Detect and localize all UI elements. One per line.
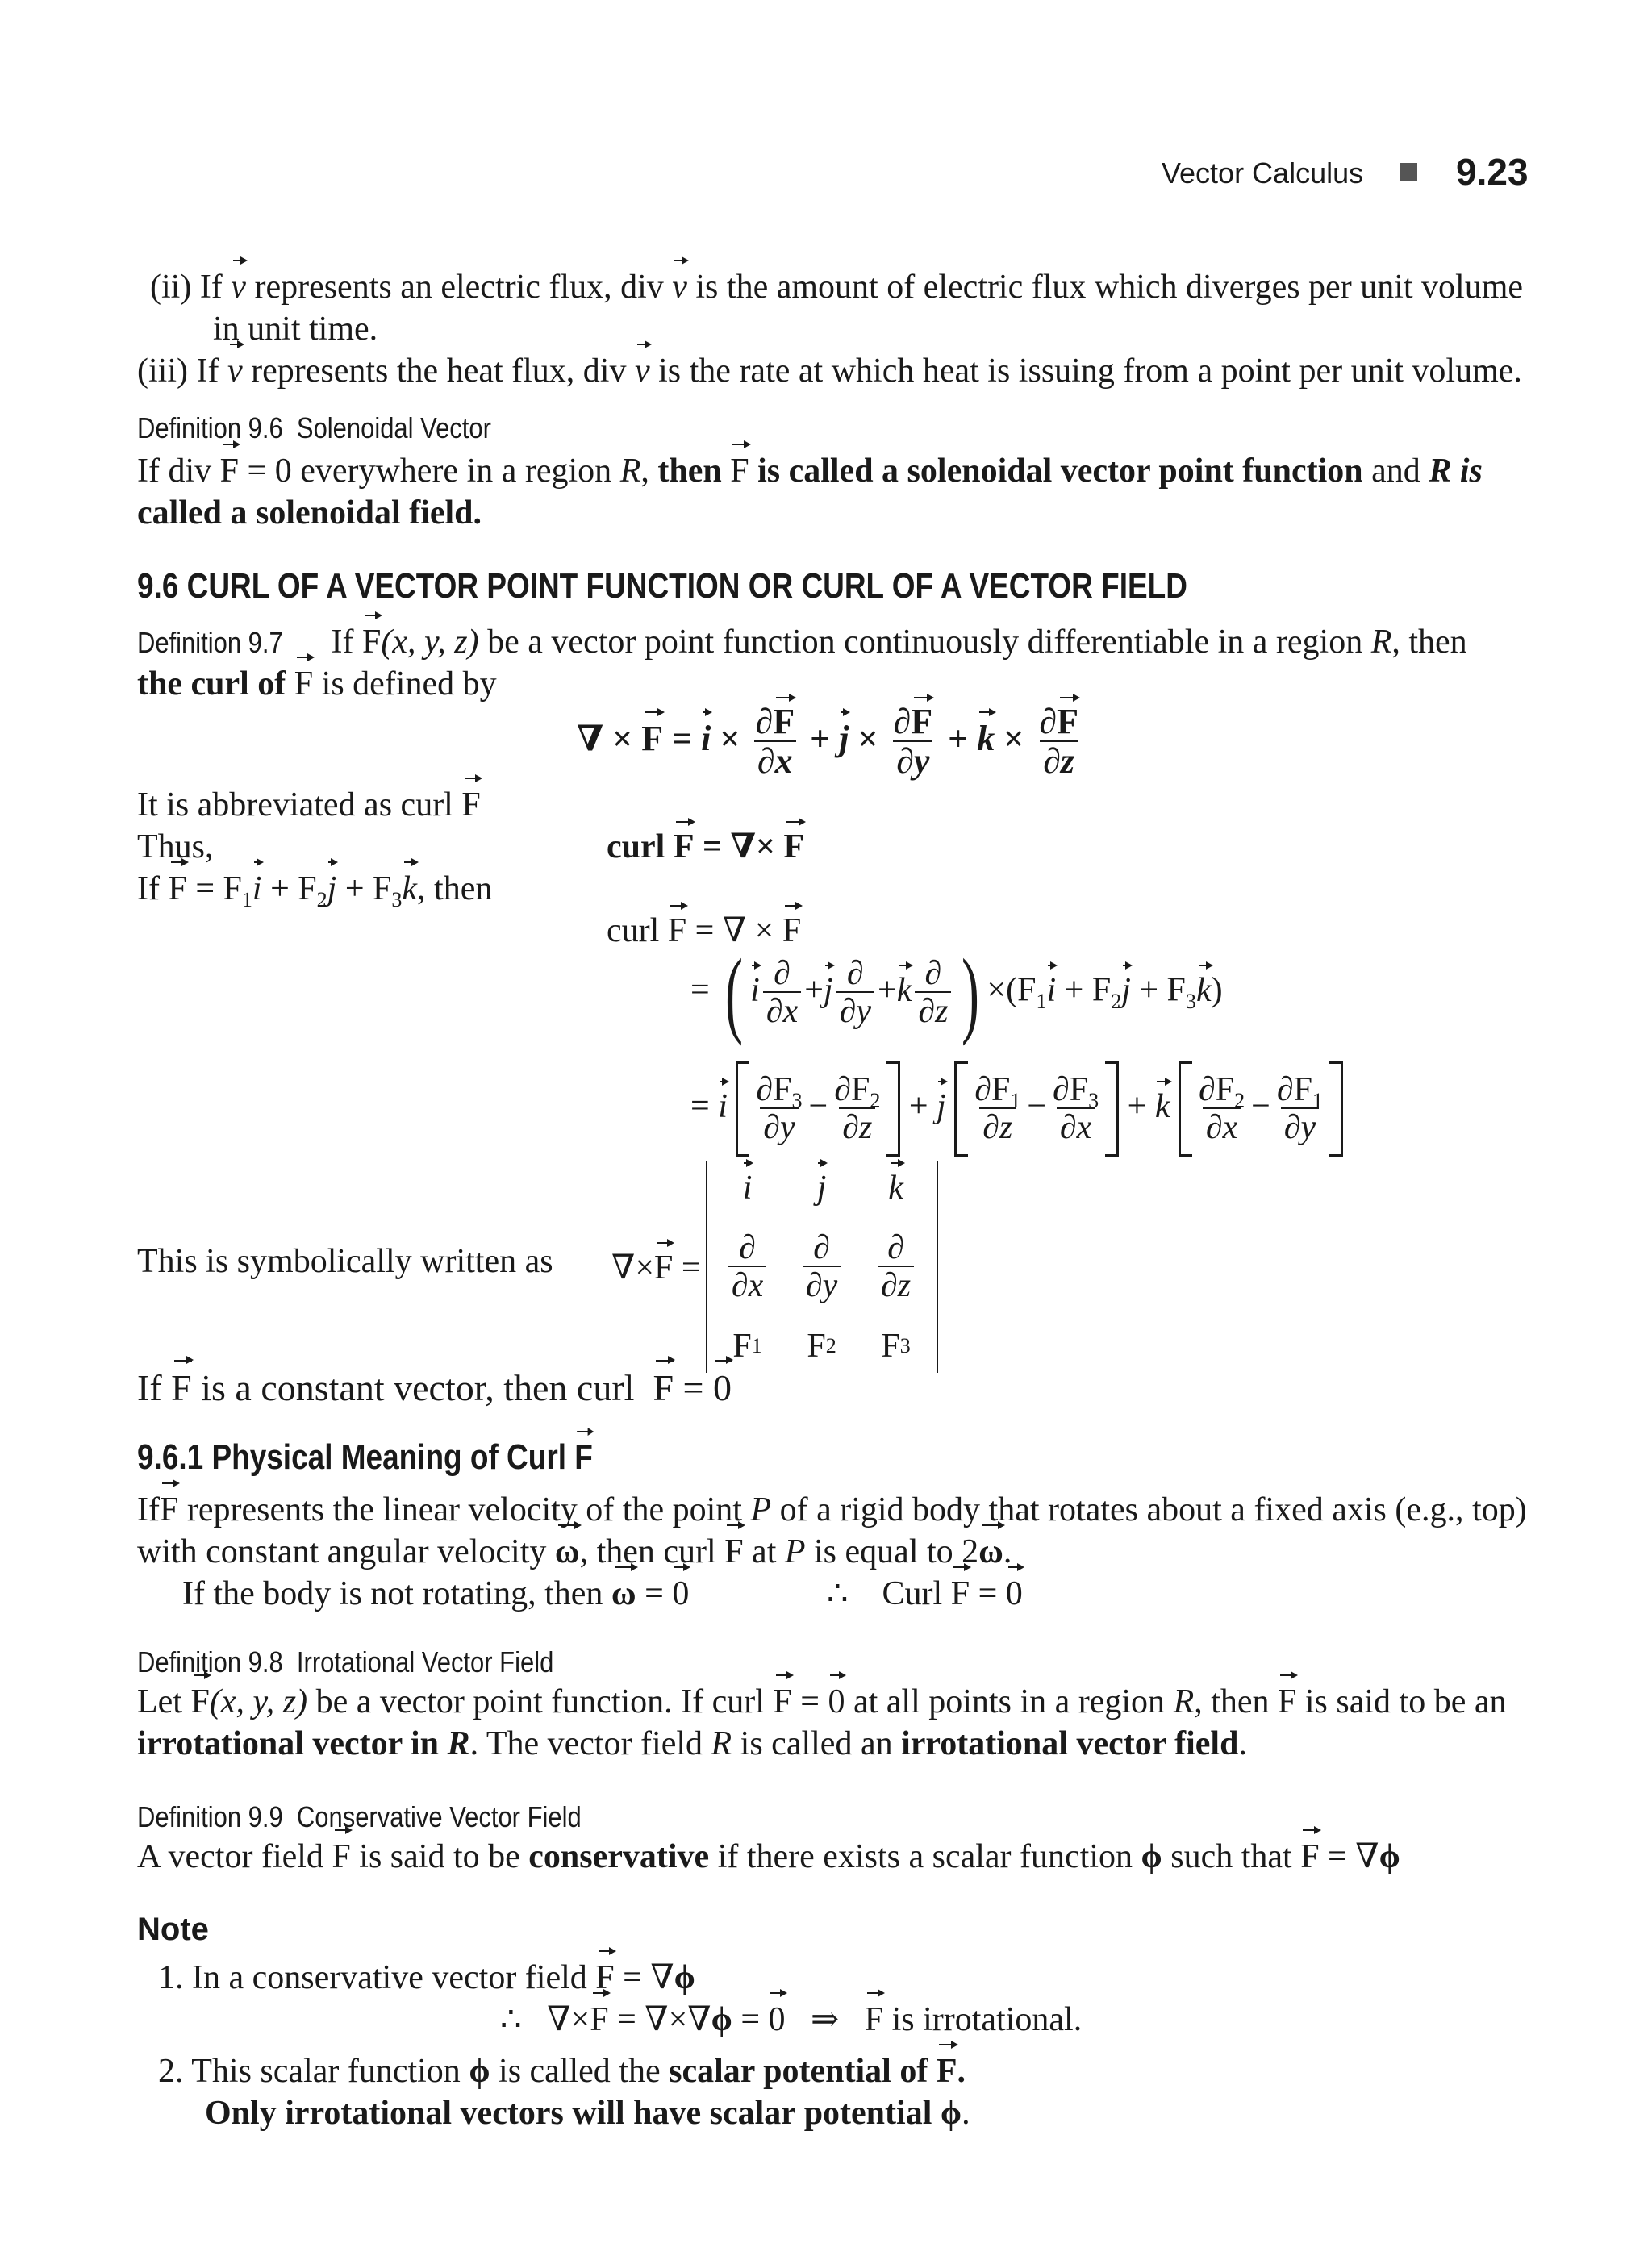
text: then curl	[596, 1533, 716, 1570]
definition-9-9-text: A vector field F is said to be conservative if there exists a scalar function ϕ such that F = ∇ϕ	[137, 1836, 1400, 1878]
text: at all points in a region	[853, 1683, 1166, 1720]
text: The vector field	[486, 1725, 703, 1762]
text: irrotational vector in	[137, 1725, 440, 1762]
item-text: If	[196, 352, 219, 390]
item-number: (iii)	[137, 352, 188, 390]
vector-F: F	[730, 450, 749, 492]
definition-title: Irrotational Vector Field	[296, 1645, 554, 1678]
vector-v: v	[227, 350, 243, 392]
text: = 0 everywhere in a region	[247, 452, 612, 490]
text: is said to be	[359, 1838, 520, 1875]
vector-v: v	[231, 266, 246, 308]
item-text: represents the heat flux, div	[251, 352, 627, 390]
text: Curl	[882, 1575, 943, 1612]
definition-9-8-text: Let F(x, y, z) be a vector point function. If curl F = 0 at all points in a region R, then F is said to be an	[137, 1681, 1507, 1723]
vector-F: F	[461, 784, 480, 826]
item-text: represents an electric flux, div	[254, 269, 664, 306]
running-header	[1162, 150, 1541, 198]
vector-F: F	[362, 621, 381, 663]
item-text: is the amount of electric flux which diverges per unit volume	[695, 269, 1524, 306]
vector-F: F	[220, 450, 239, 492]
text: is equal to 2	[814, 1533, 979, 1570]
square-bullet-icon	[1400, 163, 1417, 181]
item-text: is the rate at which heat is issuing from a point per unit volume.	[658, 352, 1522, 390]
definition-9-6-text: If div F = 0 everywhere in a region R, then F is called a solenoidal vector point function and R is	[137, 450, 1549, 492]
definition-number: Definition 9.6	[137, 411, 283, 444]
derivation-line-3: = i $\frac{\partial F_3}{\partial y}$ − $\frac{\partial F_2}{\partial z}$ + j $\frac{\partial F_1}{\partial z}$ − $\frac{\partial F_3}{\partial x}$ + k $\frac{\partial F_2}{\partial x}$ − $\frac{\partial F_1}{\partial y}$	[690, 1061, 1343, 1157]
text: Only irrotational vectors will have scalar potential	[205, 2095, 932, 2132]
definition-9-7-text: Definition 9.7 If F(x, y, z) be a vector point function continuously differentiable in a region R, then	[137, 621, 1557, 664]
determinant: i j k $\frac{\partial}{\partial x}$ $\frac{\partial}{\partial y}$ $\frac{\partial}{\partial z}$ F 1 F 2 F 3	[706, 1161, 938, 1373]
region-R: R	[620, 452, 641, 490]
text: A vector field	[137, 1838, 323, 1875]
symbolic-text: This is symbolically written as	[137, 1243, 553, 1280]
text: In a conservative vector field	[192, 1959, 587, 1996]
definition-9-9-label	[137, 1800, 653, 1834]
definition-9-7-text-cont	[137, 663, 497, 705]
list-item-iii	[137, 350, 1549, 392]
text: If the body is not rotating, then	[182, 1575, 603, 1612]
constant-vector-text: If F is a constant vector, then curl F = 0	[137, 1367, 732, 1408]
text: If	[137, 1367, 162, 1408]
item-number: 2.	[158, 2053, 184, 2090]
heading-text: 9.6.1 Physical Meaning of Curl	[137, 1437, 566, 1477]
text: then	[1408, 623, 1467, 661]
text: at	[752, 1533, 777, 1570]
point-P: P	[784, 1533, 806, 1570]
text: be a vector point function continuously differentiable in a region	[487, 623, 1363, 661]
item-number: (ii)	[150, 269, 192, 306]
note-item-2: 2. This scalar function ϕ is called the scalar potential of F.	[158, 2050, 966, 2092]
note-item-1-conclusion: ∴ ∇×F = ∇×∇ϕ = 0 ⇒ F is irrotational.	[500, 1999, 1082, 2041]
definition-9-6-label	[137, 411, 549, 445]
vector-v: v	[635, 350, 650, 392]
text: If	[137, 870, 160, 907]
text: is called the	[499, 2053, 661, 2090]
text: If	[331, 623, 354, 661]
text: is called an	[740, 1725, 893, 1762]
region-R: R	[711, 1725, 732, 1762]
vector-v: v	[672, 266, 687, 308]
text: is called a solenoidal vector point function	[757, 452, 1363, 490]
derivation-line-1: curl F = ∇ × F	[607, 912, 802, 949]
text: If div	[137, 452, 212, 490]
arguments: (x, y, z)	[209, 1683, 308, 1720]
thus-text: Thus,	[137, 828, 214, 865]
text: with constant angular velocity	[137, 1533, 547, 1570]
vector-F: F	[294, 663, 313, 705]
text: is a constant vector, then curl	[201, 1367, 635, 1408]
page-number: 9.23	[1456, 151, 1529, 193]
definition-title: Solenoidal Vector	[296, 411, 491, 444]
curl-definition-equation: ∇ × F = i × $\frac{\partial F}{\partial x}$ + j × $\frac{\partial F}{\partial y}$ + k × $\frac{\partial F}{\partial z}$	[577, 702, 1078, 782]
text: conservative	[528, 1838, 710, 1875]
text: if there exists a scalar function	[717, 1838, 1133, 1875]
section-heading-9-6-1: 9.6.1 Physical Meaning of Curl F	[137, 1437, 593, 1477]
meaning-line-3: If the body is not rotating, then ω = 0 ∴ Curl F = 0	[182, 1573, 1023, 1615]
text: Let	[137, 1683, 182, 1720]
item-number: 1.	[158, 1959, 184, 1996]
meaning-line-1: IfF represents the linear velocity of the point P of a rigid body that rotates about a fixed axis (e.g., top)	[137, 1489, 1527, 1531]
arguments: (x, y, z)	[381, 623, 479, 661]
text: It is abbreviated as curl	[137, 786, 453, 824]
definition-number: Definition 9.9	[137, 1800, 283, 1833]
text: If	[137, 1491, 160, 1528]
point-P: P	[750, 1491, 772, 1528]
running-title: Vector Calculus	[1162, 156, 1364, 190]
text: such that	[1170, 1838, 1292, 1875]
text: the curl of	[137, 665, 286, 703]
list-item-ii	[150, 266, 1546, 308]
text: scalar potential of	[669, 2053, 928, 2090]
region-R: R	[1173, 1683, 1195, 1720]
curl-equals-del-cross: curl F = ∇× F	[607, 828, 805, 865]
text: then	[657, 452, 722, 490]
meaning-line-2: with constant angular velocity ω, then curl F at P is equal to 2ω.	[137, 1531, 1012, 1573]
definition-number: Definition 9.7	[137, 626, 283, 659]
text: then	[434, 870, 493, 907]
curl-word: curl	[607, 912, 660, 949]
note-item-1: 1. In a conservative vector field F = ∇ϕ	[158, 1957, 695, 1999]
derivation-line-2: = ( i $\frac{\partial}{\partial x}$ +j $\frac{\partial}{\partial y}$ +k $\frac{\partial}{\partial z}$ ) $\times(F_1i + F_2j + F_3k)$	[690, 939, 1223, 1046]
list-item-ii-cont: in unit time.	[213, 311, 378, 348]
definition-9-8-text-cont: irrotational vector in R. The vector field R is called an irrotational vector field.	[137, 1725, 1247, 1762]
text: is defined by	[321, 665, 497, 703]
abbreviation-text	[137, 784, 481, 826]
curl-word: curl	[607, 828, 665, 865]
text: This scalar function	[191, 2053, 461, 2090]
text: is irrotational.	[891, 2001, 1083, 2038]
determinant-equation: ∇×F = i j k $\frac{\partial}{\partial x}$ $\frac{\partial}{\partial y}$ $\frac{\partial}{\partial z}$ F 1 F 2 F 3	[611, 1161, 938, 1373]
definition-9-6-text-cont: called a solenoidal field.	[137, 494, 482, 532]
text: then	[1211, 1683, 1270, 1720]
definition-number: Definition 9.8	[137, 1645, 283, 1678]
note-item-2-cont: Only irrotational vectors will have scalar potential ϕ.	[205, 2095, 970, 2132]
component-form-text: If $F = F_1i + F_2j + F_3k$, then	[137, 868, 492, 910]
text: represents the linear velocity of the point	[186, 1491, 742, 1528]
text: of a rigid body that rotates about a fixed axis (e.g., top)	[779, 1491, 1527, 1528]
text: be a vector point function. If curl	[315, 1683, 765, 1720]
text: and	[1371, 452, 1420, 490]
definition-title: Conservative Vector Field	[296, 1800, 582, 1833]
text: R is	[1429, 452, 1483, 490]
text: irrotational vector field	[901, 1725, 1239, 1762]
section-heading-9-6: 9.6 CURL OF A VECTOR POINT FUNCTION OR CURL OF A VECTOR FIELD	[137, 566, 1187, 606]
note-heading: Note	[137, 1912, 209, 1947]
region-R: R	[447, 1725, 470, 1762]
item-text: If	[199, 269, 223, 306]
region-R: R	[1370, 623, 1392, 661]
text: is said to be an	[1304, 1683, 1507, 1720]
